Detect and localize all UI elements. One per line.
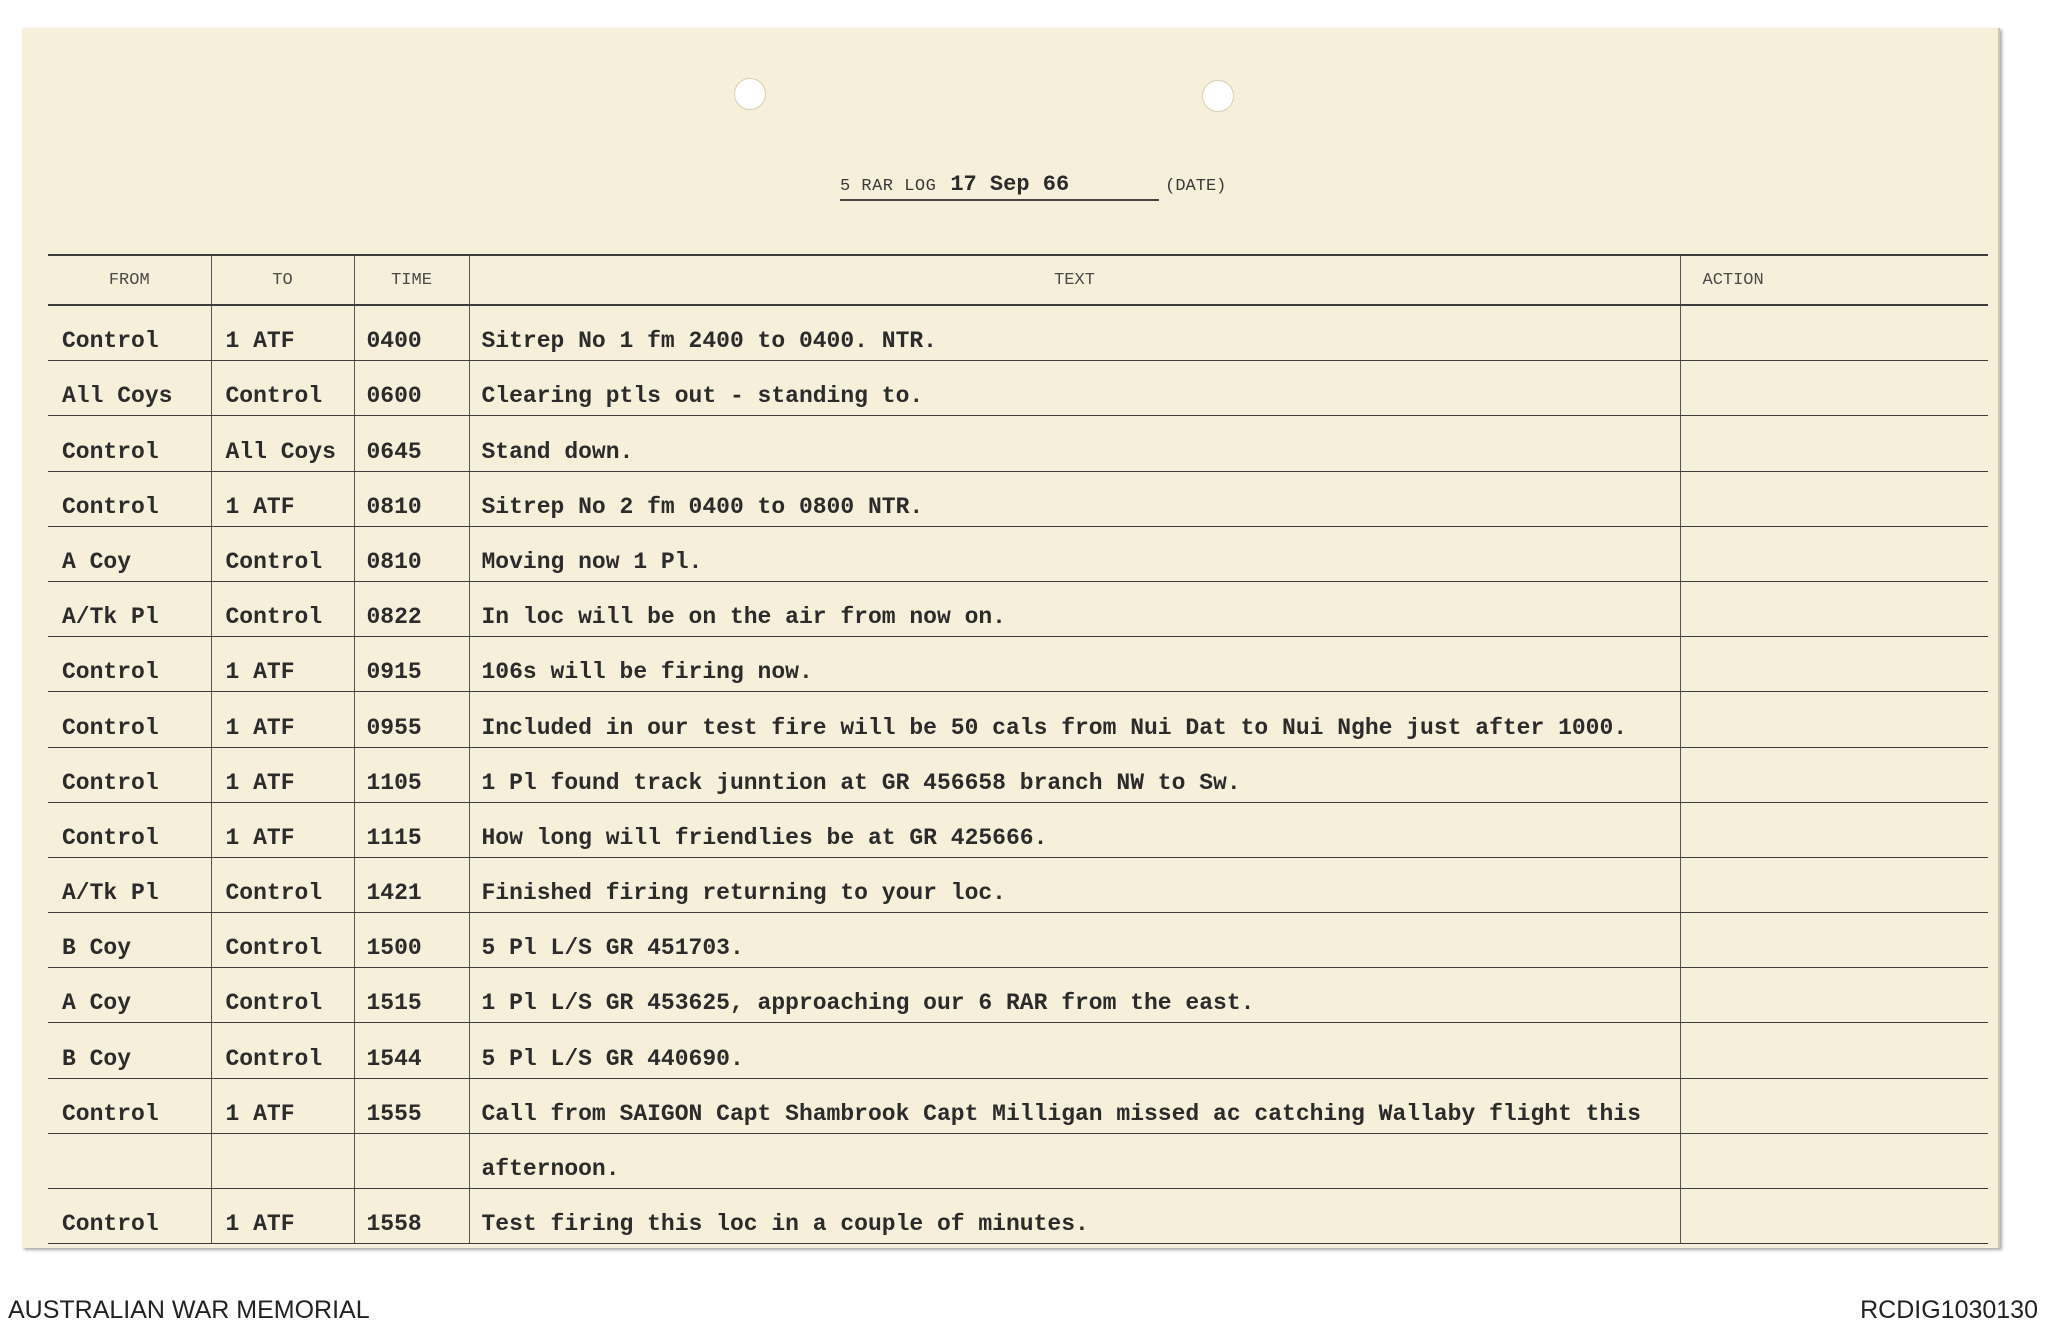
- cell-text: Moving now 1 Pl.: [469, 526, 1680, 581]
- cell-action: [1680, 416, 1988, 471]
- cell-text: Test firing this loc in a couple of minutes.: [469, 1189, 1680, 1244]
- cell-text: 106s will be firing now.: [469, 637, 1680, 692]
- cell-time: 1500: [354, 913, 469, 968]
- column-header-to: TO: [211, 255, 354, 305]
- column-header-time: TIME: [354, 255, 469, 305]
- cell-to: 1 ATF: [211, 1189, 354, 1244]
- cell-text: Included in our test fire will be 50 cals from Nui Dat to Nui Nghe just after 1000.: [469, 692, 1680, 747]
- cell-time: 0915: [354, 637, 469, 692]
- cell-from: Control: [48, 802, 211, 857]
- cell-text: Call from SAIGON Capt Shambrook Capt Milligan missed ac catching Wallaby flight this: [469, 1078, 1680, 1133]
- cell-to: Control: [211, 857, 354, 912]
- table-row: [48, 305, 1988, 361]
- cell-time: 0600: [354, 361, 469, 416]
- cell-text: Stand down.: [469, 416, 1680, 471]
- cell-action: [1680, 857, 1988, 912]
- table-row: [48, 747, 1988, 802]
- cell-from: Control: [48, 1189, 211, 1244]
- table-row: [48, 968, 1988, 1023]
- table-row: [48, 857, 1988, 912]
- cell-to: 1 ATF: [211, 1078, 354, 1133]
- cell-time: 1115: [354, 802, 469, 857]
- cell-action: [1680, 1133, 1988, 1188]
- cell-from: B Coy: [48, 913, 211, 968]
- cell-time: 1515: [354, 968, 469, 1023]
- cell-to: [211, 1133, 354, 1188]
- cell-text: Sitrep No 2 fm 0400 to 0800 NTR.: [469, 471, 1680, 526]
- table-row: [48, 913, 1988, 968]
- cell-to: Control: [211, 526, 354, 581]
- cell-time: 1105: [354, 747, 469, 802]
- cell-to: Control: [211, 968, 354, 1023]
- cell-action: [1680, 913, 1988, 968]
- cell-action: [1680, 581, 1988, 636]
- punch-hole: [734, 78, 766, 110]
- log-date: 17 Sep 66: [950, 172, 1070, 197]
- column-header-text: TEXT: [469, 255, 1680, 305]
- cell-to: 1 ATF: [211, 802, 354, 857]
- cell-to: Control: [211, 1023, 354, 1078]
- cell-action: [1680, 1023, 1988, 1078]
- cell-time: 0645: [354, 416, 469, 471]
- cell-time: 0822: [354, 581, 469, 636]
- table-row: [48, 416, 1988, 471]
- cell-from: Control: [48, 747, 211, 802]
- cell-action: [1680, 471, 1988, 526]
- cell-time: 1544: [354, 1023, 469, 1078]
- cell-action: [1680, 747, 1988, 802]
- cell-action: [1680, 526, 1988, 581]
- cell-to: Control: [211, 361, 354, 416]
- table-row: [48, 802, 1988, 857]
- cell-action: [1680, 305, 1988, 361]
- footer-institution: AUSTRALIAN WAR MEMORIAL: [8, 1296, 370, 1324]
- cell-to: All Coys: [211, 416, 354, 471]
- table-row: [48, 1133, 1988, 1188]
- table-row: [48, 1078, 1988, 1133]
- cell-text: 5 Pl L/S GR 440690.: [469, 1023, 1680, 1078]
- cell-to: 1 ATF: [211, 747, 354, 802]
- cell-from: Control: [48, 637, 211, 692]
- table-row: [48, 1023, 1988, 1078]
- cell-action: [1680, 692, 1988, 747]
- cell-to: 1 ATF: [211, 471, 354, 526]
- footer-reference: RCDIG1030130: [1860, 1296, 2038, 1324]
- log-header: [840, 172, 1226, 201]
- cell-text: Sitrep No 1 fm 2400 to 0400. NTR.: [469, 305, 1680, 361]
- cell-from: Control: [48, 416, 211, 471]
- cell-from: Control: [48, 471, 211, 526]
- cell-action: [1680, 1078, 1988, 1133]
- cell-action: [1680, 361, 1988, 416]
- cell-action: [1680, 637, 1988, 692]
- cell-from: A Coy: [48, 968, 211, 1023]
- cell-action: [1680, 802, 1988, 857]
- cell-from: B Coy: [48, 1023, 211, 1078]
- cell-time: 0400: [354, 305, 469, 361]
- table-row: [48, 581, 1988, 636]
- cell-to: 1 ATF: [211, 637, 354, 692]
- cell-time: [354, 1133, 469, 1188]
- cell-time: 0955: [354, 692, 469, 747]
- cell-time: 1421: [354, 857, 469, 912]
- cell-time: 0810: [354, 471, 469, 526]
- cell-text: 5 Pl L/S GR 451703.: [469, 913, 1680, 968]
- table-body: [48, 305, 1988, 1244]
- cell-text: 1 Pl found track junntion at GR 456658 branch NW to Sw.: [469, 747, 1680, 802]
- table-row: [48, 471, 1988, 526]
- cell-time: 1555: [354, 1078, 469, 1133]
- cell-text: Finished firing returning to your loc.: [469, 857, 1680, 912]
- cell-from: [48, 1133, 211, 1188]
- cell-action: [1680, 1189, 1988, 1244]
- cell-from: Control: [48, 1078, 211, 1133]
- table-row: [48, 1189, 1988, 1244]
- column-header-from: FROM: [48, 255, 211, 305]
- table-header-row: [48, 255, 1988, 305]
- cell-from: Control: [48, 692, 211, 747]
- cell-from: A/Tk Pl: [48, 581, 211, 636]
- cell-from: A Coy: [48, 526, 211, 581]
- log-title: 5 RAR LOG: [840, 177, 937, 196]
- cell-text: How long will friendlies be at GR 425666.: [469, 802, 1680, 857]
- cell-text: afternoon.: [469, 1133, 1680, 1188]
- cell-action: [1680, 968, 1988, 1023]
- cell-text: 1 Pl L/S GR 453625, approaching our 6 RAR from the east.: [469, 968, 1680, 1023]
- cell-from: Control: [48, 305, 211, 361]
- table-row: [48, 637, 1988, 692]
- cell-time: 1558: [354, 1189, 469, 1244]
- table-row: [48, 526, 1988, 581]
- table-row: [48, 692, 1988, 747]
- cell-time: 0810: [354, 526, 469, 581]
- cell-text: Clearing ptls out - standing to.: [469, 361, 1680, 416]
- cell-to: Control: [211, 581, 354, 636]
- message-log-table: [48, 254, 1988, 1244]
- cell-text: In loc will be on the air from now on.: [469, 581, 1680, 636]
- cell-to: Control: [211, 913, 354, 968]
- cell-to: 1 ATF: [211, 692, 354, 747]
- cell-from: A/Tk Pl: [48, 857, 211, 912]
- log-title-underline: [840, 172, 1159, 201]
- date-caption: (DATE): [1165, 177, 1227, 196]
- cell-to: 1 ATF: [211, 305, 354, 361]
- column-header-action: ACTION: [1680, 255, 1988, 305]
- cell-from: All Coys: [48, 361, 211, 416]
- table-row: [48, 361, 1988, 416]
- punch-hole: [1202, 80, 1234, 112]
